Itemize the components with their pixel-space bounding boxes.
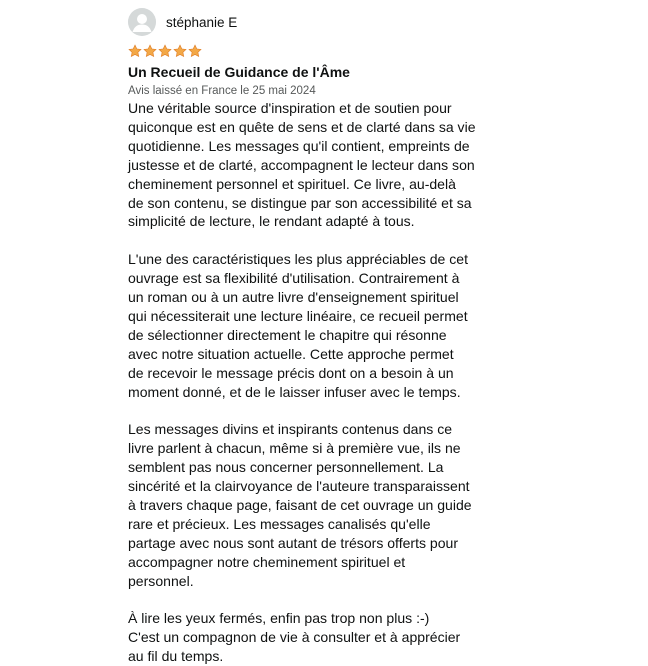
review-text-line: sincérité et la clairvoyance de l'auteure transparaissent (128, 478, 470, 495)
review-text-line: de son contenu, se distingue par son accessibilité et sa (128, 194, 472, 211)
review-text-line: L'une des caractéristiques les plus appréciables de cet (128, 251, 469, 268)
review-paragraph (128, 250, 633, 401)
review-text-line: livre parlent à chacun, même si à première vue, ils ne (128, 440, 461, 457)
review-text-line: moment donné, et de le laisser infuser avec le temps. (128, 383, 461, 400)
review-text-line: accompagner notre cheminement spirituel et (128, 553, 406, 570)
review-text-line: Les messages divins et inspirants contenus dans ce (128, 421, 453, 438)
reviewer-profile[interactable] (128, 6, 633, 38)
review-text-line: semblent pas nous concerner personnellement. La (128, 459, 444, 476)
star-rating[interactable] (128, 44, 633, 58)
review-text-line: de sélectionner directement le chapitre qui résonne (128, 326, 447, 343)
review-body (128, 99, 633, 666)
review-text-line: rare et précieux. Les messages canalisés qu'elle (128, 515, 431, 532)
review-paragraph (128, 609, 633, 666)
star-icon (158, 44, 172, 58)
review-text-line: qui nécessiterait une lecture linéaire, ce recueil permet (128, 307, 468, 324)
review-text-line: Une véritable source d'inspiration et de soutien pour (128, 100, 452, 116)
review-text-line: au fil du temps. (128, 648, 224, 665)
review-text-line: un roman ou à un autre livre d'enseignement spirituel (128, 289, 459, 306)
review-text-line: personnel. (128, 572, 194, 589)
review-text-line: simplicité de lecture, le rendant adapté à tous. (128, 213, 415, 230)
review-text-line: partage avec nous sont autant de trésors offerts pour (128, 534, 459, 551)
star-icon (128, 44, 142, 58)
review-title[interactable]: Un Recueil de Guidance de l'Âme (128, 64, 350, 80)
reviewer-name[interactable]: stéphanie E (166, 14, 238, 30)
review-paragraph (128, 99, 633, 231)
review-text-line: C'est un compagnon de vie à consulter et à apprécier (128, 629, 461, 646)
review-card (128, 6, 633, 666)
review-text-line: À lire les yeux fermés, enfin pas trop non plus :-) (128, 610, 430, 627)
review-paragraph (128, 420, 633, 590)
star-icon (173, 44, 187, 58)
star-icon (188, 44, 202, 58)
review-text-line: à travers chaque page, faisant de cet ouvrage un guide (128, 497, 472, 513)
review-text-line: ouvrage est sa flexibilité d'utilisation. Contrairement à (128, 270, 460, 287)
review-text-line: justesse et de clarté, accompagnent le lecteur dans son (128, 156, 475, 173)
review-text-line: cheminement personnel et spirituel. Ce livre, au-delà (128, 175, 456, 192)
review-text-line: quotidienne. Les messages qu'il contient, empreints de (128, 137, 470, 154)
review-text-line: avec notre situation actuelle. Cette approche permet (128, 345, 454, 362)
review-date: Avis laissé en France le 25 mai 2024 (128, 85, 316, 97)
avatar-icon[interactable] (128, 8, 156, 36)
review-text-line: de recevoir le message précis dont on a besoin à un (128, 364, 454, 381)
star-icon (143, 44, 157, 58)
review-text-line: quiconque est en quête de sens et de clarté dans sa vie (128, 118, 476, 135)
